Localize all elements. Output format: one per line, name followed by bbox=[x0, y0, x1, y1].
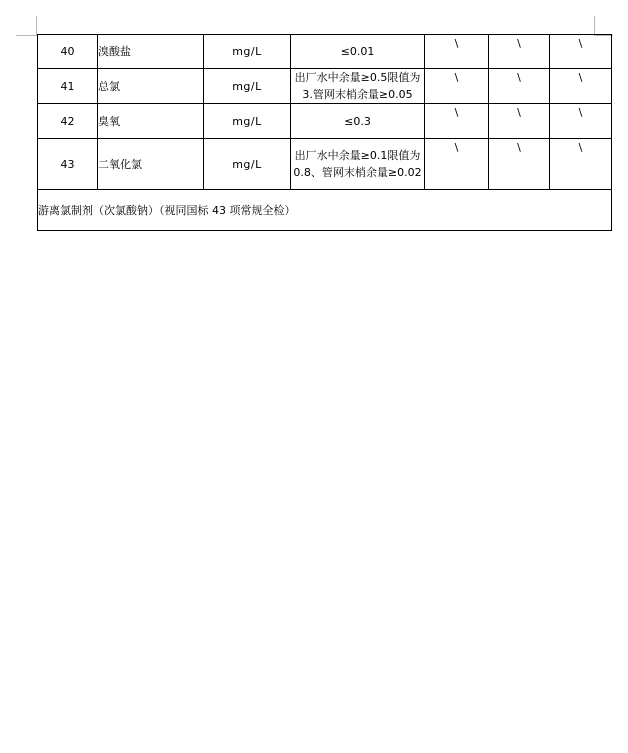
indicator-name: 臭氧 bbox=[98, 104, 204, 139]
page-margin-mark-right bbox=[594, 16, 595, 36]
row-number: 40 bbox=[38, 35, 98, 69]
result-cell-1: \ bbox=[425, 104, 489, 139]
unit-cell: mg/L bbox=[204, 35, 291, 69]
row-number: 41 bbox=[38, 69, 98, 104]
unit-cell: mg/L bbox=[204, 69, 291, 104]
limit-cell: 出厂水中余量≥0.5限值为3.管网末梢余量≥0.05 bbox=[291, 69, 425, 104]
table-row bbox=[38, 69, 612, 104]
indicator-name: 总氯 bbox=[98, 69, 204, 104]
indicator-name: 溴酸盐 bbox=[98, 35, 204, 69]
result-cell-3: \ bbox=[550, 35, 612, 69]
result-cell-2: \ bbox=[489, 69, 550, 104]
indicator-name: 二氧化氯 bbox=[98, 139, 204, 190]
row-number: 43 bbox=[38, 139, 98, 190]
unit-cell: mg/L bbox=[204, 104, 291, 139]
result-cell-1: \ bbox=[425, 69, 489, 104]
result-cell-3: \ bbox=[550, 104, 612, 139]
row-number: 42 bbox=[38, 104, 98, 139]
result-cell-1: \ bbox=[425, 139, 489, 190]
table-row bbox=[38, 104, 612, 139]
table-note-row bbox=[38, 190, 612, 231]
result-cell-2: \ bbox=[489, 104, 550, 139]
result-cell-1: \ bbox=[425, 35, 489, 69]
table-note: 游离氯制剂（次氯酸钠）（视同国标 43 项常规全检） bbox=[38, 190, 612, 231]
limit-cell: ≤0.3 bbox=[291, 104, 425, 139]
table-row bbox=[38, 35, 612, 69]
limit-cell: 出厂水中余量≥0.1限值为0.8、管网末梢余量≥0.02 bbox=[291, 139, 425, 190]
page-margin-mark-left bbox=[36, 16, 37, 36]
result-cell-2: \ bbox=[489, 139, 550, 190]
result-cell-3: \ bbox=[550, 139, 612, 190]
limit-cell: ≤0.01 bbox=[291, 35, 425, 69]
unit-cell: mg/L bbox=[204, 139, 291, 190]
result-cell-2: \ bbox=[489, 35, 550, 69]
page-margin-mark-left-horizontal bbox=[16, 35, 36, 36]
result-cell-3: \ bbox=[550, 69, 612, 104]
table-row bbox=[38, 139, 612, 190]
water-quality-table bbox=[37, 34, 612, 231]
